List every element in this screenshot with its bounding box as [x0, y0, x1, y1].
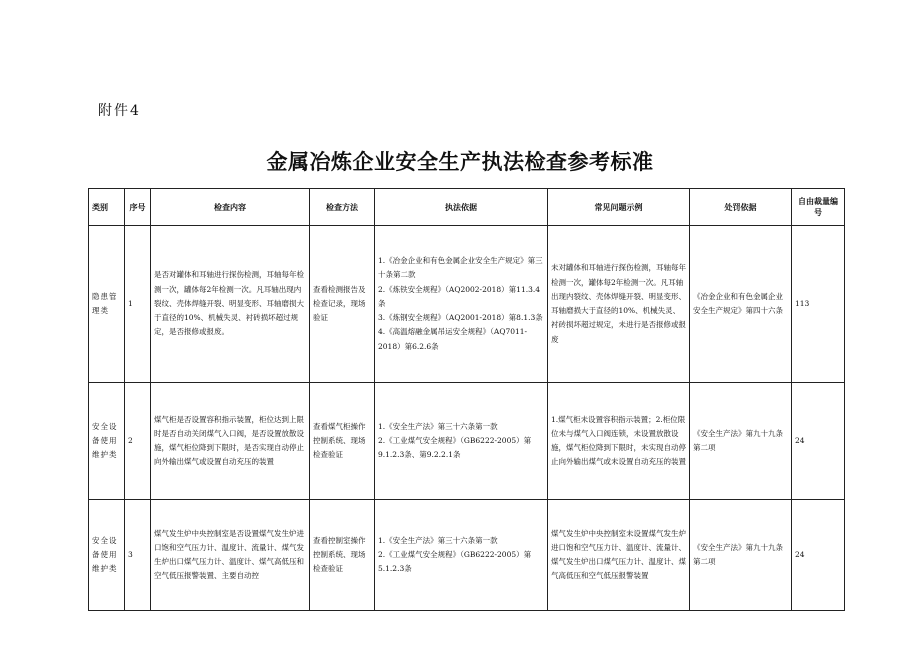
row-content: 是否对罐体和耳轴进行探伤检测，耳轴每年检测一次，罐体每2年检测一次。凡耳轴出现内裂纹、壳体焊缝开裂、明显变形、耳轴磨损大于直径的10%、机械失灵、衬砖损坏超过规定，是否报修或报废。	[151, 226, 310, 383]
row-content: 煤气发生炉中央控制室是否设置煤气发生炉进口饱和空气压力计、温度计、流量计、煤气发生炉出口煤气压力计、温度计、煤气高低压和空气低压报警装置、主要自动控	[151, 500, 310, 611]
table-row	[89, 383, 845, 500]
row-code: 24	[792, 500, 845, 611]
table-row	[89, 226, 845, 383]
row-content: 煤气柜是否设置容积指示装置，柜位达到上限时是否自动关闭煤气入口阀，是否设置放散设施，煤气柜位降到下限时，是否实现自动停止向外输出煤气或设置自动充压的装置	[151, 383, 310, 500]
row-method: 查看煤气柜操作控制系统、现场检查验证	[310, 383, 375, 500]
header-category: 类别	[89, 189, 125, 226]
row-issues: 未对罐体和耳轴进行探伤检测，耳轴每年检测一次，罐体每2年检测一次。凡耳轴出现内裂纹、壳体焊缝开裂、明显变形、耳轴磨损大于直径的10%、机械失灵、衬砖损坏超过规定，未进行是否报修或报废	[548, 226, 690, 383]
row-code: 24	[792, 383, 845, 500]
row-basis	[375, 500, 548, 611]
row-penalty: 《安全生产法》第九十九条第二项	[690, 383, 792, 500]
header-content: 检查内容	[151, 189, 310, 226]
row-code: 113	[792, 226, 845, 383]
basis-item: 1.《安全生产法》第三十六条第一款	[378, 421, 498, 431]
basis-item: 2.《工业煤气安全规程》（GB6222-2005）第9.1.2.3条、第9.2.2.1条	[378, 435, 532, 460]
inspection-standard-table	[88, 188, 845, 611]
basis-item: 1.《安全生产法》第三十六条第一款	[378, 535, 498, 545]
row-method: 查看检测报告及检查记录，现场验证	[310, 226, 375, 383]
header-penalty: 处罚依据	[690, 189, 792, 226]
table-row	[89, 500, 845, 611]
basis-item: 1.《冶金企业和有色金属企业安全生产规定》第三十条第二款	[378, 256, 543, 280]
row-issues: 1.煤气柜未设置容积指示装置；2.柜位限位未与煤气入口阀连锁，未设置放散设施，煤气柜位降到下限时，未实现自动停止向外输出煤气或未设置自动充压的装置	[548, 383, 690, 500]
document-title: 金属冶炼企业安全生产执法检查参考标准	[266, 150, 654, 174]
header-basis: 执法依据	[375, 189, 548, 226]
row-seq: 1	[125, 226, 151, 383]
row-basis	[375, 226, 548, 383]
basis-item: 3.《炼钢安全规程》（AQ2001-2018）第8.1.3条	[378, 313, 543, 323]
header-code: 自由裁量编号	[792, 189, 845, 226]
row-category: 安全设备使用维护类	[89, 500, 125, 611]
row-basis	[375, 383, 548, 500]
header-issues: 常见问题示例	[548, 189, 690, 226]
basis-item: 2.《工业煤气安全规程》（GB6222-2005）第5.1.2.3条	[378, 549, 532, 574]
table-header-row	[89, 189, 845, 226]
basis-item: 2.《炼铁安全规程》（AQ2002-2018）第11.3.4条	[378, 284, 541, 308]
row-penalty: 《安全生产法》第九十九条第二项	[690, 500, 792, 611]
row-category: 安全设备使用维护类	[89, 383, 125, 500]
attachment-label: 附件4	[98, 103, 141, 119]
row-issues: 煤气发生炉中央控制室未设置煤气发生炉进口饱和空气压力计、温度计、流量计、煤气发生炉出口煤气压力计、温度计、煤气高低压和空气低压报警装置	[548, 500, 690, 611]
row-seq: 2	[125, 383, 151, 500]
row-penalty: 《冶金企业和有色金属企业安全生产规定》第四十六条	[690, 226, 792, 383]
header-method: 检查方法	[310, 189, 375, 226]
row-method: 查看控制室操作控制系统、现场检查验证	[310, 500, 375, 611]
row-seq: 3	[125, 500, 151, 611]
basis-item: 4.《高温熔融金属吊运安全规程》（AQ7011-2018）第6.2.6条	[378, 327, 528, 351]
header-seq: 序号	[125, 189, 151, 226]
row-category: 隐患管理类	[89, 226, 125, 383]
